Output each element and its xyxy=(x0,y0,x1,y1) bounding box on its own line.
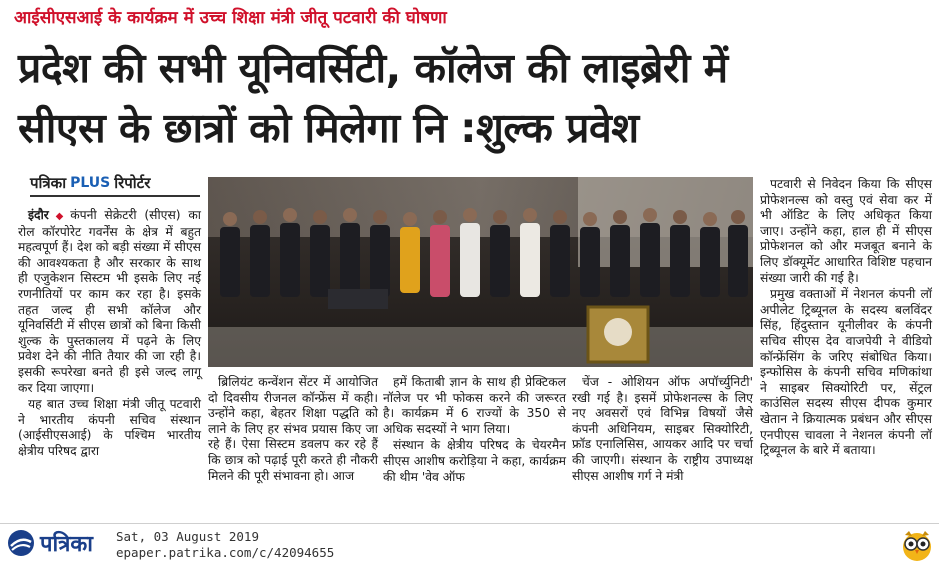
owl-mascot-icon xyxy=(900,526,934,562)
globe-icon xyxy=(6,528,36,558)
paragraph: चेंज - ओशियन ऑफ अपॉर्च्युनिटी' रखी गई है। इसमें प्रोफेशनल्स के लिए नए अवसरों एवं विभिन्न विषयों जैसे कंपनी अधिनियम, साइबर सिक्योरिटी, फ्रॉड एनालिसिस, आयकर आदि पर चर्चा की जाएगी। संस्थान के राष्ट्रीय उपाध्यक्ष सीएस आशीष गर्ग ने मंत्री xyxy=(572,375,753,483)
paragraph: ब्रिलियंट कन्वेंशन सेंटर में आयोजित दो दिवसीय रीजनल कॉन्फ्रेंस में कही। उन्होंने कहा, बेहतर शिक्षा पद्धति को लाने के लिए हर संभव प्रयास किए जा रहे हैं। ऐसा सिस्टम डवलप कर रहे हैं कि छात्र को पढ़ाई पूरी करते ही नौकरी मिलने की पूरी संभावना हो। आज xyxy=(208,375,378,483)
edition-url[interactable]: epaper.patrika.com/c/42094655 xyxy=(116,545,335,560)
kicker: आईसीएसआई के कार्यक्रम में उच्च शिक्षा मंत्री जीतू पटवारी की घोषणा xyxy=(14,8,447,28)
article-column-2 xyxy=(208,375,378,485)
logo-text: पत्रिका xyxy=(40,532,93,557)
paragraph: संस्थान के क्षेत्रीय परिषद के चेयरमैन सीएस आशीष करोड़िया ने कहा, कार्यक्रम की थीम 'वेव ऑफ xyxy=(383,438,566,484)
event-photo-illustration xyxy=(208,177,753,367)
edition-meta xyxy=(116,529,334,561)
paragraph-text: कंपनी सेक्रेटरी (सीएस) का रोल कॉरपोरेट गवर्नेंस के क्षेत्र में बहुत महत्वपूर्ण हैं। देश को बड़ी संख्या में सीएस की आवश्यकता है और सरकार के साथ ही एजुकेशन सिस्टम भी इसके लिए नई रणनीतियों पर काम कर रहा है। इसके तहत जल्द ही सभी कॉलेज और यूनिवर्सिटी में सीएस छात्रों को बिना किसी शुल्क के पुस्तकालय में पढ़ने के लिए प्रवेश देने की नीति तैयार की जा रही है। इसकी रूपरेखा बनते ही इसे जल्द लागू कर दिया जाएगा। xyxy=(18,208,201,395)
byline xyxy=(30,172,150,194)
article-column-1 xyxy=(18,208,201,461)
paragraph xyxy=(18,208,201,396)
headline-line-1: प्रदेश की सभी यूनिवर्सिटी, कॉलेज की लाइब्रेरी में xyxy=(18,44,728,92)
byline-rest: रिपोर्टर xyxy=(114,174,151,192)
paragraph: यह बात उच्च शिक्षा मंत्री जीतू पटवारी ने भारतीय कंपनी सचिव संस्थान (आईसीएसआई) के पश्चिम भारतीय क्षेत्रीय परिषद द्वारा xyxy=(18,397,201,458)
paragraph: हमें किताबी ज्ञान के साथ ही प्रेक्टिकल नॉलेज पर भी फोकस करने की जरूरत है। कार्यक्रम में 6 राज्यों के 350 से अधिक सदस्यों ने भाग लिया। xyxy=(383,375,566,436)
event-photo[interactable] xyxy=(208,177,753,367)
article-column-3 xyxy=(383,375,566,486)
article-column-5 xyxy=(760,177,932,460)
byline-paper: पत्रिका xyxy=(30,174,67,192)
article-column-4 xyxy=(572,375,753,485)
byline-plus: PLUS xyxy=(70,175,111,191)
dateline: इंदौर xyxy=(28,208,49,222)
headline-line-2: सीएस के छात्रों को मिलेगा नि :शुल्क प्रवेश xyxy=(18,104,639,152)
footer-rule xyxy=(0,523,939,524)
paragraph: प्रमुख वक्ताओं में नेशनल कंपनी लॉ अपीलेट ट्रिब्यूनल के सदस्य बलविंदर सिंह, हिंदुस्तान यूनीलीवर के कंपनी सचिव सीएस देव वाजपेयी ने वीडियो कॉन्फ्रेंसिंग के जरिए संबोधित किया। इन्फोसिस के कंपनी सचिव मणिकांथा ने साइबर सिक्योरिटी पर, सेंट्रल काउंसिल सदस्य सीएस दीपक कुमार खेतान ने क्रियात्मक प्रबंधन और सीएस एनपीएस चावला ने नेशनल कंपनी लॉ ट्रिब्यूनल के बारे में बताया। xyxy=(760,287,932,458)
diamond-icon: ◆ xyxy=(51,211,68,222)
patrika-logo[interactable] xyxy=(6,528,93,558)
edition-date: Sat, 03 August 2019 xyxy=(116,529,259,544)
byline-rule xyxy=(30,195,200,197)
paragraph: पटवारी से निवेदन किया कि सीएस प्रोफेशनल्स को वस्तु एवं सेवा कर में भी ऑडिट के लिए अधिकृत किया जाए। उन्होंने कहा, हाल ही में सीएस प्रोफेशनल को और मजबूत बनाने के लिए डॉक्यूमेंट आधारित विशिष्ट पहचान संख्या जारी की गई है। xyxy=(760,177,932,285)
